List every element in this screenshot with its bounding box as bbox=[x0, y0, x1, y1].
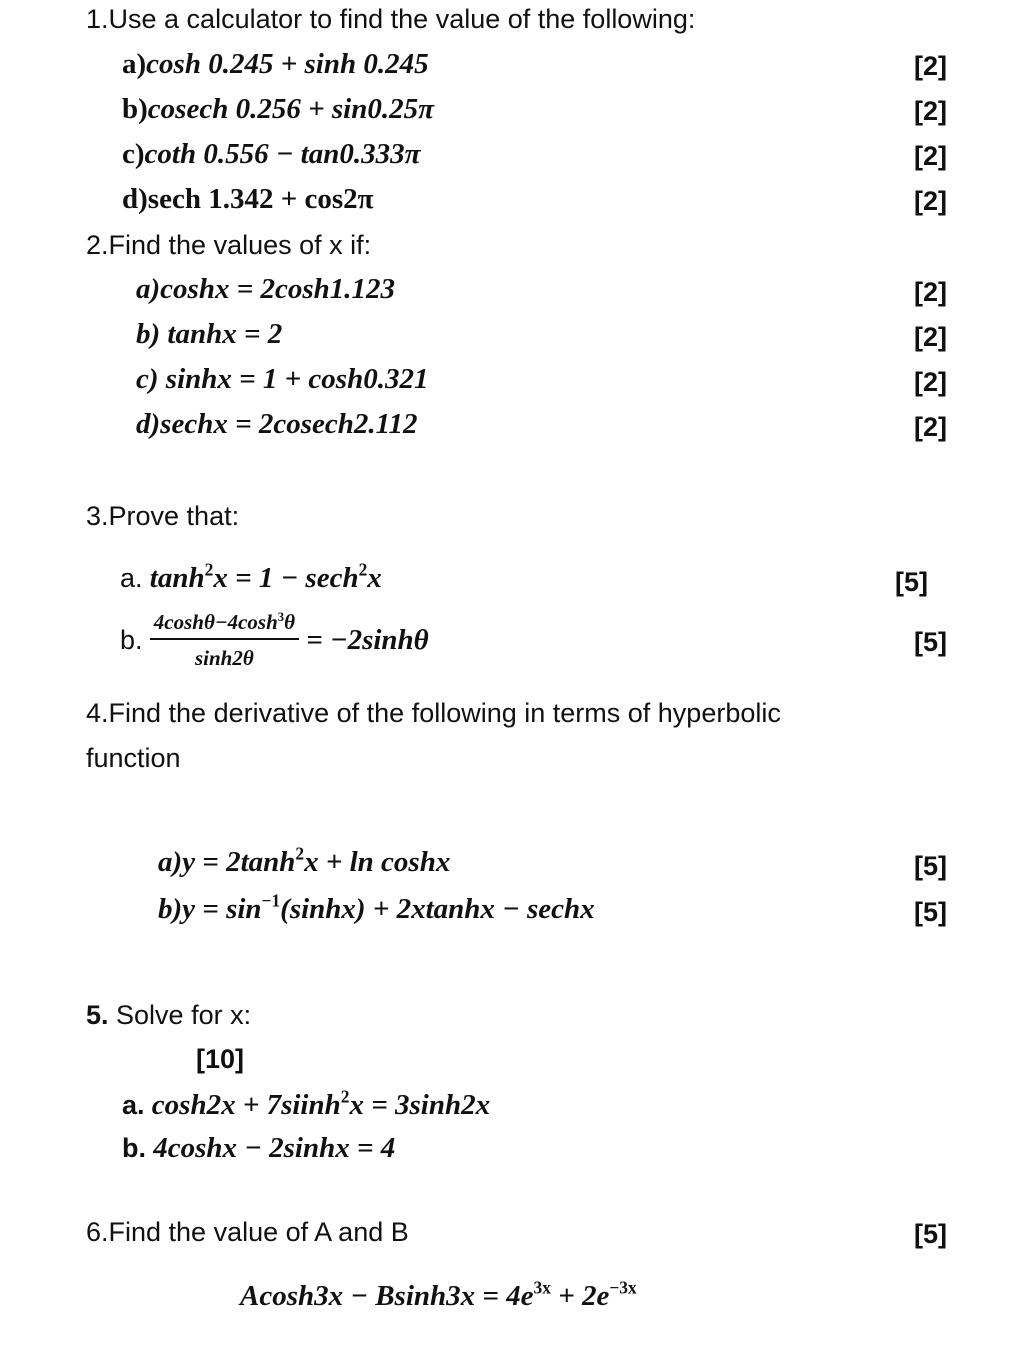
q6-sup2: −3x bbox=[609, 1277, 637, 1298]
q3b-num-a: 4coshθ−4cosh bbox=[153, 610, 278, 634]
q5a-label: a. bbox=[122, 1090, 145, 1120]
q3b-numerator bbox=[150, 610, 299, 640]
q6-mid: + 2e bbox=[550, 1280, 610, 1312]
q3a-end: x bbox=[367, 562, 382, 594]
q5a-post: x = 3sinh2x bbox=[349, 1089, 491, 1121]
q1b-expr: cosech 0.256 + sin0.25π bbox=[147, 93, 434, 125]
q2c-label: c) bbox=[136, 363, 159, 395]
q3b-label: b. bbox=[120, 625, 143, 655]
q3b-fraction bbox=[150, 610, 299, 671]
q6-equation bbox=[240, 1277, 637, 1313]
q5b-label: b. bbox=[122, 1133, 146, 1163]
q3b-expression bbox=[120, 610, 429, 671]
q1a-marks: [2] bbox=[914, 51, 947, 81]
q1d-marks: [2] bbox=[914, 186, 947, 216]
q5b-expr: 4coshx − 2sinhx = 4 bbox=[153, 1132, 396, 1164]
q2a-label: a) bbox=[136, 273, 161, 305]
q1-title: 1.Use a calculator to find the value of the following: bbox=[86, 4, 696, 34]
q4b-expression bbox=[158, 890, 595, 926]
q4b-sup: −1 bbox=[261, 890, 281, 911]
q1c-marks: [2] bbox=[914, 141, 947, 171]
q2b-expr: tanhx = 2 bbox=[160, 318, 283, 350]
q3b-den: sinh2θ bbox=[194, 646, 254, 670]
q2d-expression bbox=[136, 408, 418, 441]
q1d-expression bbox=[122, 183, 374, 216]
q3b-rhs: = −2sinhθ bbox=[306, 624, 429, 656]
q1b-label: b) bbox=[122, 93, 148, 125]
q2a-expr: coshx = 2cosh1.123 bbox=[160, 273, 396, 305]
q2b-marks: [2] bbox=[914, 322, 947, 352]
q2d-label: d) bbox=[136, 408, 161, 440]
q4-title-line2: function bbox=[86, 743, 181, 773]
q6-sup1: 3x bbox=[533, 1277, 551, 1298]
q2a-expression bbox=[136, 273, 395, 306]
q5-number: 5. bbox=[86, 1000, 109, 1030]
q2c-expression bbox=[136, 363, 428, 396]
q2d-expr: sechx = 2cosech2.112 bbox=[160, 408, 418, 440]
q3a-expression bbox=[120, 559, 382, 595]
q4a-label: a) bbox=[158, 846, 183, 878]
q4b-marks: [5] bbox=[914, 897, 947, 927]
q1d-expr: sech 1.342 + cos2π bbox=[147, 183, 374, 215]
q4a-post: x + ln coshx bbox=[304, 846, 451, 878]
q3a-sup1: 2 bbox=[204, 559, 214, 580]
q6-marks: [5] bbox=[914, 1219, 947, 1249]
q3a-lhs: tanh bbox=[149, 562, 205, 594]
q4b-post: (sinhx) + 2xtanhx − sechx bbox=[280, 893, 595, 925]
q3b-marks: [5] bbox=[914, 627, 947, 657]
q1c-label: c) bbox=[122, 138, 145, 170]
q3b-num-sup: 3 bbox=[277, 609, 285, 624]
q4b-pre: y = sin bbox=[182, 893, 262, 925]
q2b-expression bbox=[136, 318, 282, 351]
q3a-mid: x = 1 − sech bbox=[213, 562, 359, 594]
q3a-marks: [5] bbox=[895, 567, 928, 597]
q2a-marks: [2] bbox=[914, 277, 947, 307]
q2b-label: b) bbox=[136, 318, 161, 350]
q3b-num-b: θ bbox=[284, 610, 295, 634]
q5a-sup: 2 bbox=[340, 1086, 350, 1107]
q6-title: 6.Find the value of A and B bbox=[86, 1217, 409, 1247]
q1c-expression bbox=[122, 138, 420, 171]
q4a-marks: [5] bbox=[914, 851, 947, 881]
q3-title: 3.Prove that: bbox=[86, 501, 240, 531]
q3a-label: a. bbox=[120, 563, 143, 593]
q4b-label: b) bbox=[158, 893, 183, 925]
q1a-expr: cosh 0.245 + sinh 0.245 bbox=[146, 48, 429, 80]
q1b-marks: [2] bbox=[914, 96, 947, 126]
q4a-sup: 2 bbox=[295, 843, 305, 864]
q2c-expr: sinhx = 1 + cosh0.321 bbox=[158, 363, 429, 395]
q1c-expr: coth 0.556 − tan0.333π bbox=[144, 138, 421, 170]
q1d-label: d) bbox=[122, 183, 148, 215]
q5a-expression bbox=[122, 1086, 491, 1122]
q5b-expression bbox=[122, 1132, 395, 1165]
q1b-expression bbox=[122, 93, 434, 126]
q2c-marks: [2] bbox=[914, 367, 947, 397]
q1a-expression bbox=[122, 48, 429, 81]
q6-pre: Acosh3x − Bsinh3x = 4e bbox=[240, 1280, 534, 1312]
q5-title bbox=[86, 1000, 251, 1031]
q2-title: 2.Find the values of x if: bbox=[86, 230, 372, 260]
q4-title-line1: 4.Find the derivative of the following in terms of hyperbolic bbox=[86, 698, 781, 728]
q5-marks: [10] bbox=[196, 1044, 245, 1074]
q4a-pre: y = 2tanh bbox=[182, 846, 296, 878]
q1a-label: a) bbox=[122, 48, 147, 80]
q5-title-text: Solve for x: bbox=[108, 1000, 252, 1030]
q3a-sup2: 2 bbox=[358, 559, 368, 580]
q4a-expression bbox=[158, 843, 451, 879]
q2d-marks: [2] bbox=[914, 412, 947, 442]
q5a-pre: cosh2x + 7siinh bbox=[151, 1089, 341, 1121]
q3b-denominator bbox=[150, 640, 299, 671]
